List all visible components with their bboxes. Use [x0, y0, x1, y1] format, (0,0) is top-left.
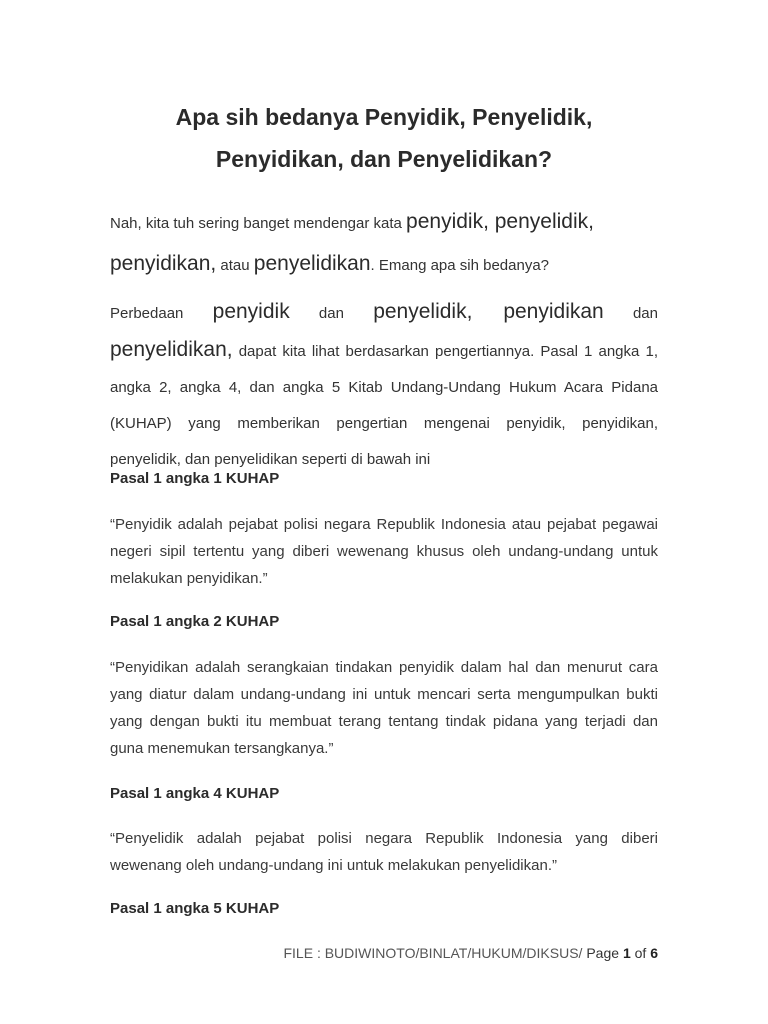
- body-term-penyelidikan: penyelidikan,: [110, 338, 233, 361]
- intro-text-c: atau: [216, 257, 254, 274]
- document-title-line-2: Penyidikan, dan Penyelidikan?: [215, 146, 553, 172]
- intro-text-e: . Emang apa sih bedanya?: [370, 257, 550, 274]
- section-heading-pasal-1-angka-5: Pasal 1 angka 5 KUHAP: [110, 900, 280, 917]
- body-text-g: dapat kita lihat berdasarkan pengertiannya. Pasal 1 angka 1, angka 2, angka 4, dan angka 5 Kitab Undang-Undang Hukum Acara Pidana (KUHAP) yang memberikan pengertian mengenai penyidik, penyidikan, penyelidik, dan penyelidikan seperti di bawah ini: [110, 343, 658, 468]
- document-title-line-1: Apa sih bedanya Penyidik, Penyelidik,: [175, 104, 593, 130]
- body-text-e: dan: [603, 305, 658, 322]
- footer-of-word: of: [634, 945, 647, 961]
- footer-page-number: 1: [622, 945, 631, 961]
- section-heading-pasal-1-angka-2: Pasal 1 angka 2 KUHAP: [110, 613, 280, 630]
- body-term-penyelidik-penyidikan: penyelidik, penyidikan: [373, 300, 604, 323]
- footer-page-total: 6: [650, 945, 658, 961]
- intro-paragraph: [110, 202, 658, 286]
- footer-file-path: FILE : BUDIWINOTO/BINLAT/HUKUM/DIKSUS/: [283, 945, 587, 961]
- intro-term-list: penyidik, penyelidik, penyidikan,: [110, 210, 594, 275]
- section-quote-pasal-1-angka-4: “Penyelidik adalah pejabat polisi negara Republik Indonesia yang diberi wewenang oleh undang-undang ini untuk melakukan penyelidikan.”: [110, 830, 658, 874]
- body-text-c: dan: [289, 305, 374, 322]
- section-quote-pasal-1-angka-1: “Penyidik adalah pejabat polisi negara Republik Indonesia atau pejabat pegawai negeri sipil tertentu yang diberi wewenang khusus oleh undang-undang untuk melakukan penyidikan.”: [110, 516, 658, 587]
- body-term-penyidik: penyidik: [212, 300, 290, 323]
- section-quote-pasal-1-angka-2: “Penyidikan adalah serangkaian tindakan penyidik dalam hal dan menurut cara yang diatur dalam undang-undang ini untuk mencari serta mengumpulkan bukti yang dengan bukti itu membuat terang tentang tindak pidana yang terjadi dan guna menemukan tersangkanya.”: [110, 659, 658, 757]
- intro-text-a: Nah, kita tuh sering banget mendengar kata: [110, 215, 407, 232]
- section-heading-pasal-1-angka-1: Pasal 1 angka 1 KUHAP: [110, 470, 280, 487]
- body-paragraph: [110, 294, 658, 478]
- footer-page-word: Page: [586, 945, 620, 961]
- page-footer: [283, 945, 658, 961]
- body-text-a: Perbedaan: [110, 305, 213, 322]
- intro-term-penyelidikan: penyelidikan: [253, 252, 371, 275]
- section-heading-pasal-1-angka-4: Pasal 1 angka 4 KUHAP: [110, 785, 280, 802]
